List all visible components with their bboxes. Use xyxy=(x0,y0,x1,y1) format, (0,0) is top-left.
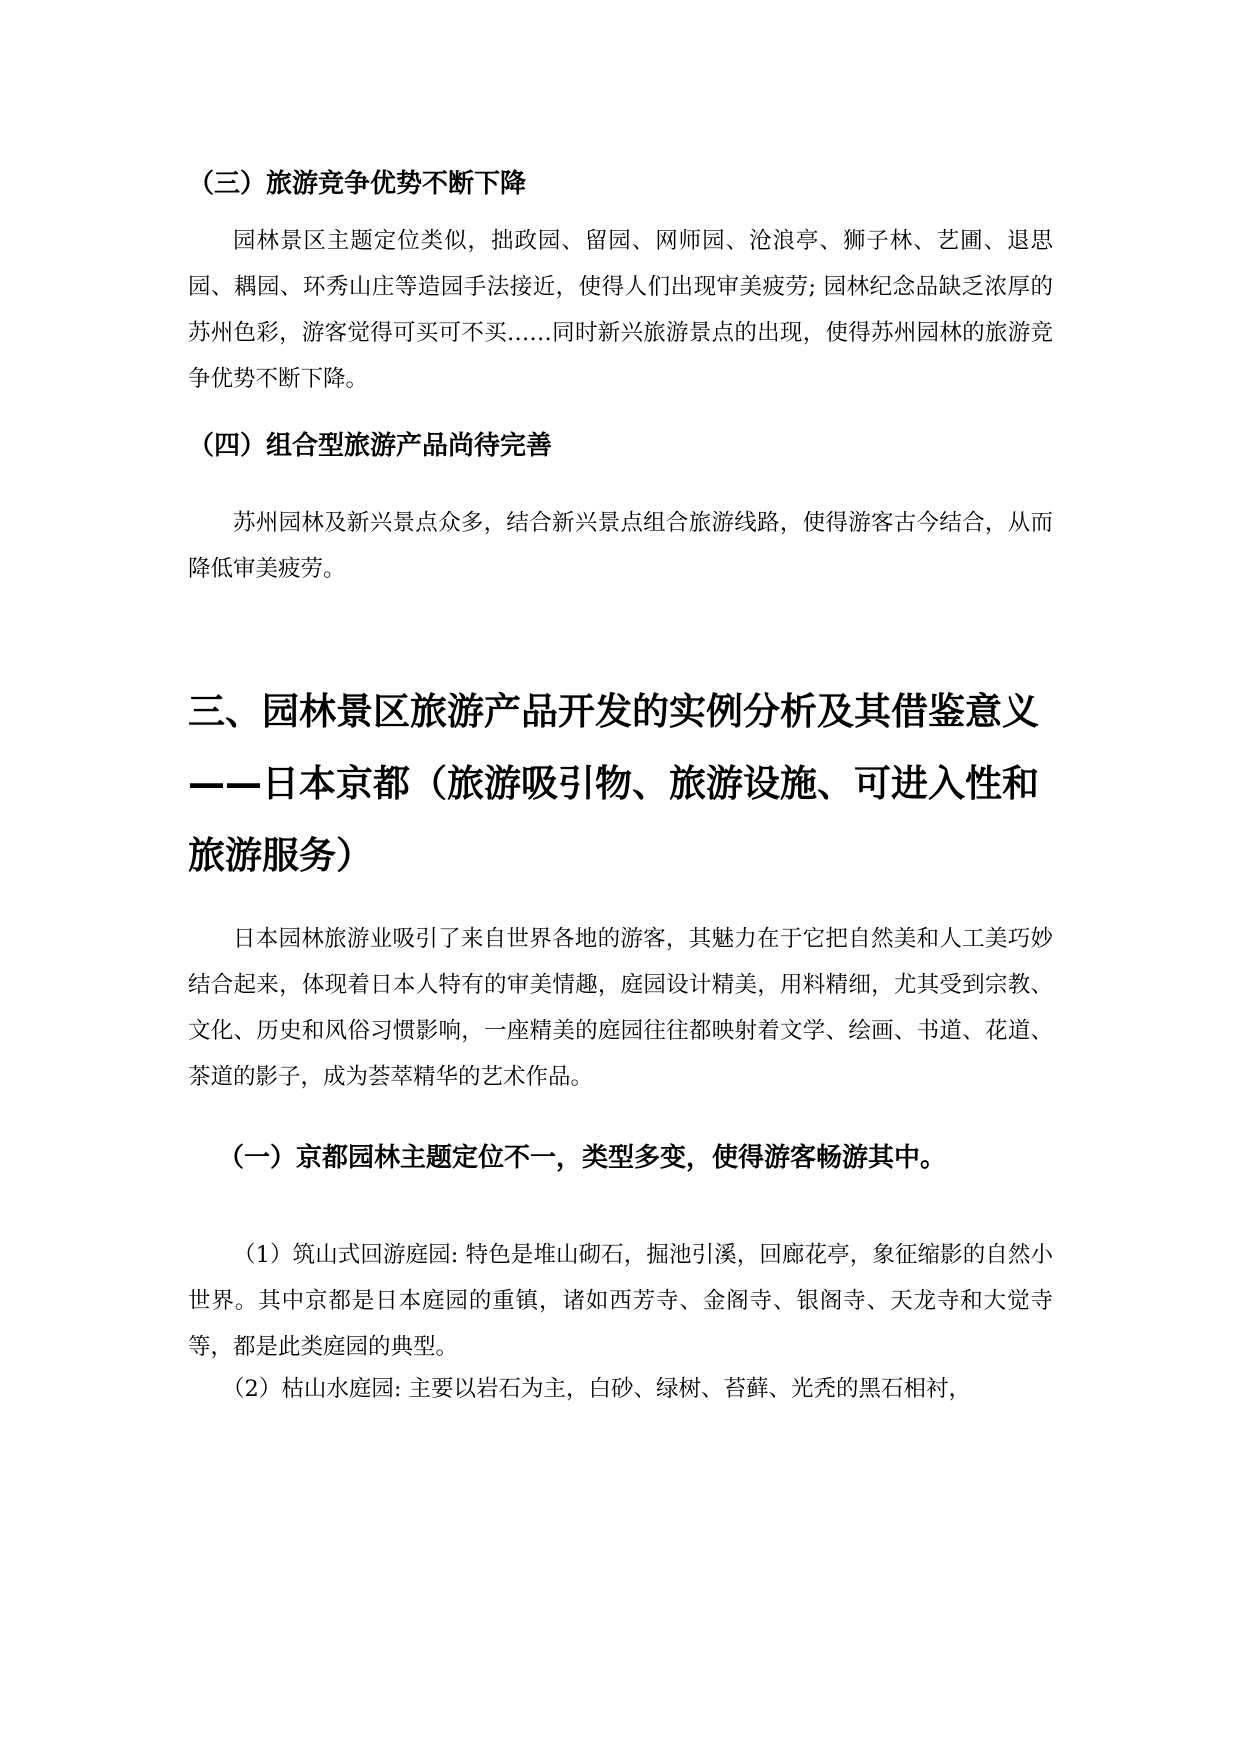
chapter-heading xyxy=(188,676,1053,892)
section-paragraph-4: 苏州园林及新兴景点众多，结合新兴景点组合旅游线路，使得游客古今结合，从而降低审美疲劳。 xyxy=(188,510,1053,582)
list-item-2: （2）枯山水庭园: 主要以岩石为主，白砂、绿树、苔藓、光秃的黑石相衬， xyxy=(222,1376,972,1402)
chapter-heading-line-3: 旅游服务） xyxy=(188,834,373,877)
section-heading-4: （四）组合型旅游产品尚待完善 xyxy=(188,431,553,461)
chapter-heading-line-2: ——日本京都（旅游吸引物、旅游设施、可进入性和 xyxy=(188,762,1039,805)
section-heading-3: （三）旅游竞争优势不断下降 xyxy=(188,169,527,199)
subsection-heading-1: （一）京都园林主题定位不一，类型多变，使得游客畅游其中。 xyxy=(218,1143,947,1173)
list-item-1: （1）筑山式回游庭园: 特色是堆山砌石，掘池引溪，回廊花亭，象征缩影的自然小世界。其中京都是日本庭园的重镇，诸如西芳寺、金阁寺、银阁寺、天龙寺和大觉寺等，都是此类庭园的典型。 xyxy=(188,1242,1053,1360)
chapter-heading-line-1: 三、园林景区旅游产品开发的实例分析及其借鉴意义 xyxy=(188,690,1039,733)
chapter-intro-paragraph: 日本园林旅游业吸引了来自世界各地的游客，其魅力在于它把自然美和人工美巧妙结合起来，体现着日本人特有的审美情趣，庭园设计精美，用料精细，尤其受到宗教、文化、历史和风俗习惯影响，一座精美的庭园往往都映射着文学、绘画、书道、花道、茶道的影子，成为荟萃精华的艺术作品。 xyxy=(188,926,1053,1090)
section-paragraph-3: 园林景区主题定位类似，拙政园、留园、网师园、沧浪亭、狮子林、艺圃、退思园、耦园、环秀山庄等造园手法接近，使得人们出现审美疲劳; 园林纪念品缺乏浓厚的苏州色彩，游客觉得可买可不买……同时新兴旅游景点的出现，使得苏州园林的旅游竞争优势不断下降。 xyxy=(188,228,1053,392)
